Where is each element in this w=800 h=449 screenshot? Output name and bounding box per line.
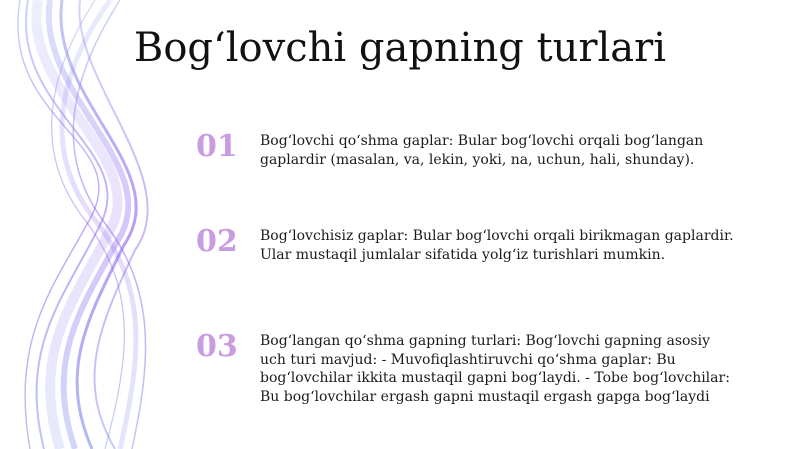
item-number: 03 bbox=[196, 329, 238, 364]
item-text: Bog‘lovchisiz gaplar: Bular bog‘lovchi orqali birikmagan gaplardir. Ular mustaqil jumlalar sifatida yolg‘iz turishlari mumkin. bbox=[260, 228, 734, 263]
item-number: 01 bbox=[196, 129, 238, 164]
item-text: Bog‘lovchi qo‘shma gaplar: Bular bog‘lovchi orqali bog‘langan gaplardir (masalan, va, lekin, yoki, na, uchun, hali, shunday). bbox=[260, 133, 704, 168]
item-number: 02 bbox=[196, 224, 238, 259]
slide-title: Bog‘lovchi gapning turlari bbox=[133, 25, 667, 71]
item-text: Bog‘langan qo‘shma gapning turlari: Bog‘lovchi gapning asosiy uch turi mavjud: - Muvofiqlashtiruvchi qo‘shma gaplar: Bu bog‘lovchilar ikkita mustaqil gapni bog‘laydi. - Tobe bog‘lovchilar: Bu bog‘lovchilar ergash gapni mustaqil ergash gapga bog‘laydi bbox=[260, 333, 730, 405]
